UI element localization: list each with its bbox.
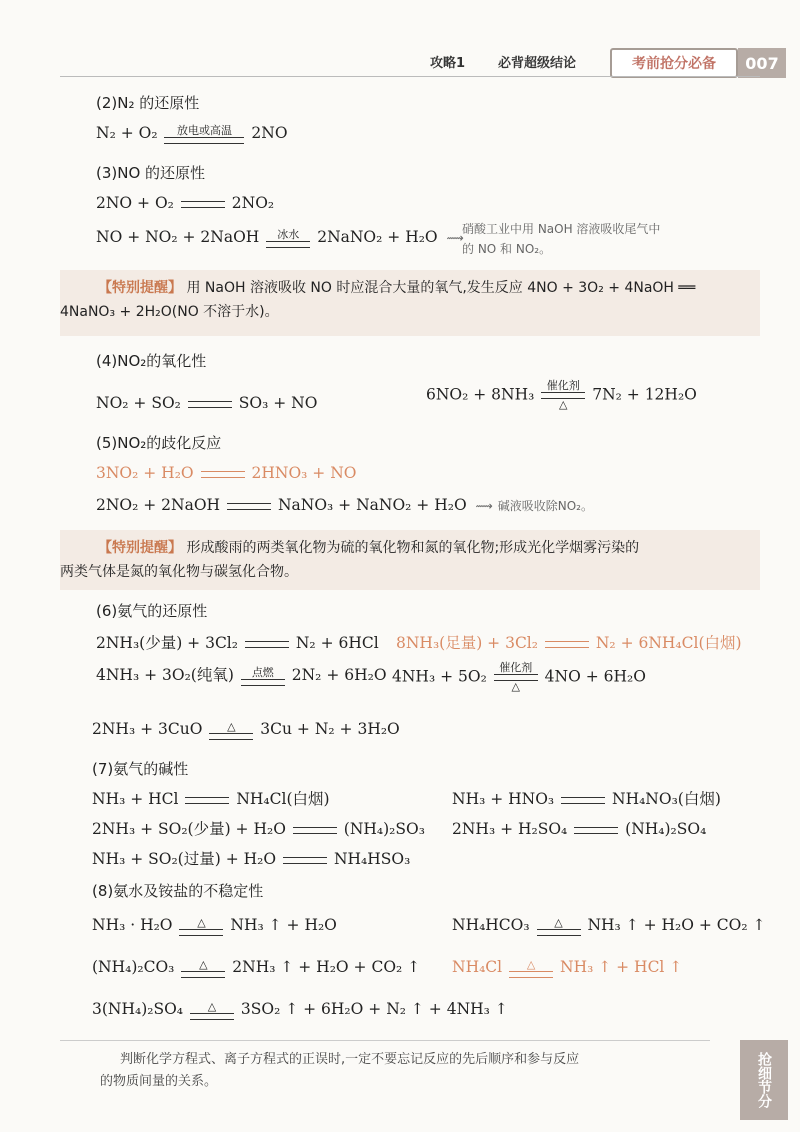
- tip2-line1: 形成酸雨的两类氧化物为硫的氧化物和氮的氧化物;形成光化学烟雾污染的: [186, 540, 640, 556]
- section-7-title: (7)氨气的碱性: [92, 760, 189, 778]
- eq1-condition: [164, 125, 244, 144]
- eq2-rhs: 2NO₂: [231, 194, 275, 212]
- eq2-lhs: 2NO + O₂: [96, 194, 174, 212]
- eq20-rhs: 2NH₃ ↑ + H₂O + CO₂ ↑: [232, 958, 421, 976]
- eq18-lhs: NH₃ · H₂O: [92, 916, 173, 934]
- eq11-cond-bottom: △: [511, 680, 520, 693]
- equation-11: [392, 662, 646, 693]
- eq3-rhs: 2NaNO₂ + H₂O: [317, 228, 438, 246]
- eq6-rhs: 2HNO₃ + NO: [251, 464, 357, 482]
- eq20-condition: [181, 959, 225, 978]
- equation-14: [452, 788, 721, 810]
- footer-line1: 判断化学方程式、离子方程式的正误时,一定不要忘记反应的先后顺序和参与反应: [120, 1052, 580, 1067]
- section-8-title: (8)氨水及铵盐的不稳定性: [92, 882, 264, 900]
- equation-6: [96, 462, 356, 484]
- eq3-note-line1: 硝酸工业中用 NaOH 溶液吸收尾气中: [462, 222, 661, 236]
- eq5-cond-top: 催化剂: [546, 379, 580, 392]
- footer-line2: 的物质间量的关系。: [100, 1074, 218, 1089]
- eq7-arrow-icon: ⟿: [475, 499, 493, 513]
- eq4-equals: [188, 401, 232, 408]
- equation-4: [96, 392, 317, 414]
- eq9-equals: [545, 641, 589, 648]
- eq3-note-line2: 的 NO 和 NO₂。: [462, 242, 552, 256]
- eq8-lhs: 2NH₃(少量) + 3Cl₂: [96, 634, 238, 652]
- eq14-rhs: NH₄NO₃(白烟): [612, 790, 721, 808]
- eq1-rhs: 2NO: [251, 124, 288, 142]
- eq21-rhs: NH₃ ↑ + HCl ↑: [560, 958, 683, 976]
- equation-15: [92, 818, 425, 840]
- eq16-rhs: (NH₄)₂SO₄: [625, 820, 707, 838]
- equation-16: [452, 818, 706, 840]
- eq13-equals: [185, 797, 229, 804]
- equation-20: [92, 956, 420, 978]
- eq3-arrow-icon: ⟿: [446, 231, 464, 245]
- eq16-equals: [574, 827, 618, 834]
- eq10-cond-text: 点燃: [251, 665, 274, 679]
- eq15-rhs: (NH₄)₂SO₃: [343, 820, 425, 838]
- equation-9: [396, 632, 742, 654]
- eq11-rhs: 4NO + 6H₂O: [544, 667, 646, 686]
- eq21-cond-text: △: [526, 957, 536, 971]
- eq22-cond-text: △: [207, 999, 217, 1013]
- eq16-lhs: 2NH₃ + H₂SO₄: [452, 820, 568, 838]
- equation-12: [92, 718, 400, 740]
- equation-2: [96, 192, 274, 214]
- equation-21: [452, 956, 682, 978]
- eq20-lhs: (NH₄)₂CO₃: [92, 958, 175, 976]
- eq6-equals: [201, 471, 245, 478]
- eq8-rhs: N₂ + 6HCl: [295, 634, 379, 652]
- eq12-cond-text: △: [227, 719, 236, 733]
- eq10-lhs: 4NH₃ + 3O₂(纯氧): [96, 666, 234, 684]
- eq13-lhs: NH₃ + HCl: [92, 790, 179, 808]
- eq3-condition: [266, 229, 310, 248]
- section-5-title: (5)NO₂的歧化反应: [96, 434, 222, 452]
- eq21-condition: [509, 959, 553, 978]
- header-divider: [60, 76, 760, 77]
- section-3-title: (3)NO 的还原性: [96, 164, 206, 182]
- tip1-label: 【特别提醒】: [98, 280, 182, 296]
- eq11-condition: [494, 662, 538, 693]
- section-2-title: (2)N₂ 的还原性: [96, 94, 200, 112]
- tip-box-1: [60, 270, 760, 336]
- eq12-condition: [209, 721, 253, 740]
- equation-18: [92, 914, 337, 936]
- tip1-line2: 4NaNO₃ + 2H₂O(NO 不溶于水)。: [60, 304, 279, 320]
- eq18-condition: [179, 917, 223, 936]
- eq11-cond-top: 催化剂: [499, 661, 533, 674]
- eq1-cond-text: 放电或高温: [176, 123, 232, 137]
- eq10-rhs: 2N₂ + 6H₂O: [291, 666, 387, 684]
- eq15-equals: [293, 827, 337, 834]
- header-title: 必背超级结论: [498, 56, 577, 71]
- eq8-equals: [245, 641, 289, 648]
- eq19-cond-text: △: [554, 915, 563, 929]
- page-number: 007: [738, 48, 786, 78]
- footer-note: [60, 1040, 710, 1103]
- equation-17: [92, 848, 410, 870]
- eq15-lhs: 2NH₃ + SO₂(少量) + H₂O: [92, 820, 286, 838]
- equation-22: [92, 998, 508, 1020]
- eq19-condition: [537, 917, 581, 936]
- eq10-condition: [241, 667, 285, 686]
- equation-1: [96, 122, 288, 144]
- side-tab: 抢细节分: [740, 1040, 788, 1120]
- eq3-lhs: NO + NO₂ + 2NaOH: [96, 228, 260, 246]
- eq7-equals: [227, 503, 271, 510]
- eq22-lhs: 3(NH₄)₂SO₄: [92, 1000, 184, 1018]
- equation-19: [452, 914, 766, 936]
- eq2-equals: [181, 201, 225, 208]
- tip2-label: 【特别提醒】: [98, 540, 182, 556]
- eq22-condition: [190, 1001, 234, 1020]
- eq5-rhs: 7N₂ + 12H₂O: [592, 385, 697, 404]
- equation-8: [96, 632, 379, 654]
- equation-3: [96, 226, 464, 249]
- equation-13: [92, 788, 330, 810]
- equation-10: [96, 664, 387, 686]
- eq9-lhs: 8NH₃(足量) + 3Cl₂: [396, 634, 538, 652]
- eq12-lhs: 2NH₃ + 3CuO: [92, 720, 203, 738]
- eq20-cond-text: △: [199, 957, 208, 971]
- tip2-line2: 两类气体是氮的氧化物与碳氢化合物。: [60, 564, 298, 580]
- eq5-condition: [541, 380, 585, 411]
- tip-box-2: [60, 530, 760, 590]
- eq13-rhs: NH₄Cl(白烟): [236, 790, 330, 808]
- eq12-rhs: 3Cu + N₂ + 3H₂O: [260, 720, 400, 738]
- equation-5: [426, 380, 697, 411]
- eq11-lhs: 4NH₃ + 5O₂: [392, 667, 487, 686]
- eq7-lhs: 2NO₂ + 2NaOH: [96, 496, 221, 514]
- eq4-lhs: NO₂ + SO₂: [96, 394, 181, 412]
- eq7-rhs: NaNO₃ + NaNO₂ + H₂O: [277, 496, 467, 514]
- eq5-lhs: 6NO₂ + 8NH₃: [426, 385, 535, 404]
- eq17-equals: [283, 857, 327, 864]
- equation-7: [96, 494, 593, 517]
- eq18-cond-text: △: [197, 915, 206, 929]
- eq6-lhs: 3NO₂ + H₂O: [96, 464, 194, 482]
- eq14-lhs: NH₃ + HNO₃: [452, 790, 555, 808]
- eq3-cond-text: 冰水: [277, 227, 300, 241]
- tip1-line1: 用 NaOH 溶液吸收 NO 时应混合大量的氧气,发生反应 4NO + 3O₂ + 4NaOH ══: [186, 280, 696, 296]
- header-tag: 考前抢分必备: [610, 48, 738, 78]
- eq9-rhs: N₂ + 6NH₄Cl(白烟): [595, 634, 742, 652]
- eq17-rhs: NH₄HSO₃: [333, 850, 411, 868]
- section-4-title: (4)NO₂的氧化性: [96, 352, 207, 370]
- eq17-lhs: NH₃ + SO₂(过量) + H₂O: [92, 850, 277, 868]
- eq7-note: 碱液吸收除NO₂。: [497, 499, 593, 513]
- eq21-lhs: NH₄Cl: [452, 958, 503, 976]
- eq19-rhs: NH₃ ↑ + H₂O + CO₂ ↑: [587, 916, 766, 934]
- section-6-title: (6)氨气的还原性: [96, 602, 208, 620]
- eq1-lhs: N₂ + O₂: [96, 124, 158, 142]
- eq19-lhs: NH₄HCO₃: [452, 916, 530, 934]
- header-chapter: 攻略1: [430, 56, 466, 71]
- eq4-rhs: SO₃ + NO: [238, 394, 318, 412]
- eq18-rhs: NH₃ ↑ + H₂O: [230, 916, 337, 934]
- eq14-equals: [561, 797, 605, 804]
- eq22-rhs: 3SO₂ ↑ + 6H₂O + N₂ ↑ + 4NH₃ ↑: [240, 1000, 508, 1018]
- eq5-cond-bottom: △: [559, 398, 568, 411]
